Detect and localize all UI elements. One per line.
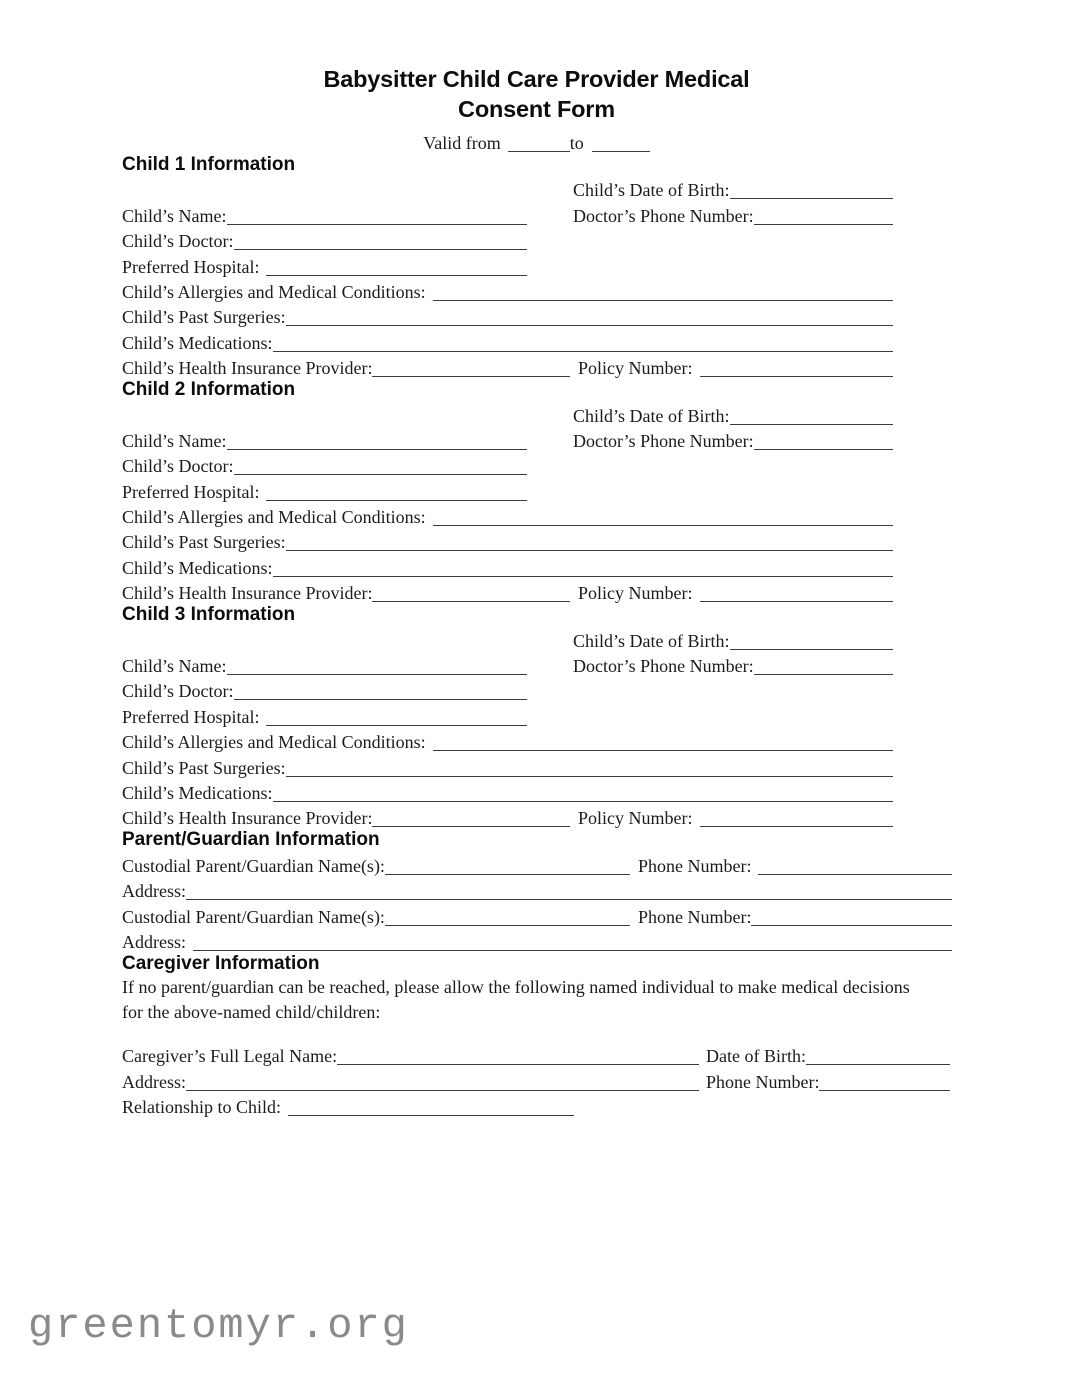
child-name-blank-line <box>227 224 528 225</box>
child-doctor-blank-line <box>234 474 528 475</box>
dob-row <box>122 176 893 201</box>
caregiver-rows <box>122 1042 950 1118</box>
surgeries-blank-line <box>286 776 893 777</box>
child-name-label: Child’s Name: <box>122 430 227 451</box>
child-name-label: Child’s Name: <box>122 656 227 677</box>
custodial-name-blank-line <box>385 874 630 875</box>
allergies-blank-line <box>433 750 893 751</box>
parent-guardian-heading: Parent/Guardian Information <box>122 829 380 851</box>
allergies-blank-line <box>433 525 893 526</box>
child-dob-blank-line <box>730 424 894 425</box>
allergies-label: Child’s Allergies and Medical Conditions: <box>122 507 426 528</box>
parent-phone-blank-line <box>758 874 952 875</box>
child-name-blank-line <box>227 449 528 450</box>
caregiver-address-row <box>122 1067 950 1092</box>
child-1-section <box>122 154 893 379</box>
medications-blank-line <box>273 351 894 352</box>
doctor-row <box>122 227 893 252</box>
form-content <box>122 154 1073 1118</box>
address-row-1 <box>122 877 952 902</box>
child-1-heading: Child 1 Information <box>122 154 296 175</box>
insurance-blank-line <box>372 601 570 602</box>
dob-row <box>122 401 893 426</box>
caregiver-address-blank-line <box>186 1090 699 1091</box>
surgeries-label: Child’s Past Surgeries: <box>122 532 286 553</box>
child-name-blank-line <box>227 674 528 675</box>
surgeries-blank-line <box>286 550 893 551</box>
caregiver-name-row <box>122 1042 950 1067</box>
form-title <box>0 64 1073 124</box>
child-doctor-blank-line <box>234 699 528 700</box>
allergies-label: Child’s Allergies and Medical Conditions: <box>122 281 426 302</box>
insurance-blank-line <box>372 376 570 377</box>
allergies-row <box>122 728 893 753</box>
insurance-label: Child’s Health Insurance Provider: <box>122 583 373 604</box>
custodial-name-label: Custodial Parent/Guardian Name(s): <box>122 906 385 927</box>
caregiver-phone-blank-line <box>819 1090 950 1091</box>
policy-number-blank-line <box>700 601 894 602</box>
medications-blank-line <box>273 801 894 802</box>
caregiver-intro-text: If no parent/guardian can be reached, please allow the following named individual to make medical decisions for the above-named child/children: <box>122 976 910 1023</box>
allergies-blank-line <box>433 300 893 301</box>
caregiver-phone-label: Phone Number: <box>706 1071 820 1092</box>
hospital-row <box>122 252 893 277</box>
medications-label: Child’s Medications: <box>122 332 273 353</box>
policy-number-label: Policy Number: <box>578 358 693 379</box>
address-row-2 <box>122 928 952 953</box>
child-dob-label: Child’s Date of Birth: <box>573 405 730 426</box>
surgeries-row <box>122 303 893 328</box>
child-2-section <box>122 379 893 604</box>
form-title-line2: Consent Form <box>458 96 615 122</box>
child-doctor-label: Child’s Doctor: <box>122 456 234 477</box>
relationship-label: Relationship to Child: <box>122 1097 282 1118</box>
medications-blank-line <box>273 576 894 577</box>
dob-row <box>122 626 893 651</box>
custodial-name-label: Custodial Parent/Guardian Name(s): <box>122 855 385 876</box>
custodial-name-row-1 <box>122 851 952 876</box>
preferred-hospital-blank-line <box>266 500 527 501</box>
parent-phone-label: Phone Number: <box>638 855 752 876</box>
valid-from-blank-line <box>508 151 570 152</box>
allergies-row <box>122 503 893 528</box>
custodial-name-row-2 <box>122 902 952 927</box>
valid-to-blank-line <box>592 151 650 152</box>
child-doctor-blank-line <box>234 249 528 250</box>
address-label: Address: <box>122 881 186 902</box>
doctor-row <box>122 677 893 702</box>
policy-number-blank-line <box>700 826 894 827</box>
child-dob-label: Child’s Date of Birth: <box>573 630 730 651</box>
insurance-label: Child’s Health Insurance Provider: <box>122 358 373 379</box>
child-doctor-label: Child’s Doctor: <box>122 231 234 252</box>
address-label: Address: <box>122 931 186 952</box>
medications-label: Child’s Medications: <box>122 557 273 578</box>
preferred-hospital-blank-line <box>266 725 527 726</box>
allergies-row <box>122 278 893 303</box>
doctor-phone-blank-line <box>754 449 893 450</box>
watermark-text: greentomyr.org <box>28 1302 409 1350</box>
doctor-phone-blank-line <box>754 674 893 675</box>
relationship-blank-line <box>288 1115 574 1116</box>
medications-row <box>122 553 893 578</box>
child-dob-label: Child’s Date of Birth: <box>573 180 730 201</box>
child-3-heading: Child 3 Information <box>122 604 296 626</box>
medications-row <box>122 328 893 353</box>
hospital-row <box>122 477 893 502</box>
caregiver-heading: Caregiver Information <box>122 952 320 974</box>
child-dob-blank-line <box>730 649 894 650</box>
parent-phone-blank-line <box>751 925 952 926</box>
caregiver-section <box>122 953 950 1118</box>
preferred-hospital-blank-line <box>266 275 527 276</box>
medications-label: Child’s Medications: <box>122 782 273 803</box>
valid-to-label: to <box>569 133 584 153</box>
doctor-phone-blank-line <box>754 224 893 225</box>
name-row <box>122 201 893 226</box>
preferred-hospital-label: Preferred Hospital: <box>122 256 260 277</box>
caregiver-address-label: Address: <box>122 1071 186 1092</box>
address-blank-line <box>193 950 952 951</box>
child-2-heading: Child 2 Information <box>122 379 296 401</box>
surgeries-row <box>122 753 893 778</box>
doctor-phone-label: Doctor’s Phone Number: <box>573 430 754 451</box>
valid-from-label: Valid from <box>423 133 501 153</box>
form-title-line1: Babysitter Child Care Provider Medical <box>323 66 750 92</box>
medications-row <box>122 779 893 804</box>
surgeries-label: Child’s Past Surgeries: <box>122 757 286 778</box>
allergies-label: Child’s Allergies and Medical Conditions: <box>122 732 426 753</box>
insurance-blank-line <box>372 826 570 827</box>
surgeries-label: Child’s Past Surgeries: <box>122 307 286 328</box>
parent-guardian-section <box>122 829 952 953</box>
policy-number-label: Policy Number: <box>578 808 693 829</box>
doctor-phone-label: Doctor’s Phone Number: <box>573 205 754 226</box>
child-3-section <box>122 604 893 829</box>
hospital-row <box>122 702 893 727</box>
surgeries-row <box>122 528 893 553</box>
caregiver-dob-blank-line <box>806 1064 950 1065</box>
child-name-label: Child’s Name: <box>122 205 227 226</box>
child-dob-blank-line <box>730 198 894 199</box>
insurance-row <box>122 579 893 604</box>
doctor-phone-label: Doctor’s Phone Number: <box>573 656 754 677</box>
policy-number-label: Policy Number: <box>578 583 693 604</box>
name-row <box>122 652 893 677</box>
insurance-row <box>122 354 893 379</box>
valid-period-row <box>0 129 1073 154</box>
name-row <box>122 427 893 452</box>
custodial-name-blank-line <box>385 925 630 926</box>
caregiver-name-blank-line <box>337 1064 699 1065</box>
insurance-label: Child’s Health Insurance Provider: <box>122 808 373 829</box>
address-blank-line <box>186 899 952 900</box>
relationship-row <box>122 1093 950 1118</box>
policy-number-blank-line <box>700 376 894 377</box>
caregiver-dob-label: Date of Birth: <box>706 1046 806 1067</box>
parent-phone-label: Phone Number: <box>638 906 752 927</box>
surgeries-blank-line <box>286 325 893 326</box>
insurance-row <box>122 804 893 829</box>
child-doctor-label: Child’s Doctor: <box>122 681 234 702</box>
preferred-hospital-label: Preferred Hospital: <box>122 481 260 502</box>
caregiver-name-label: Caregiver’s Full Legal Name: <box>122 1046 338 1067</box>
preferred-hospital-label: Preferred Hospital: <box>122 706 260 727</box>
doctor-row <box>122 452 893 477</box>
